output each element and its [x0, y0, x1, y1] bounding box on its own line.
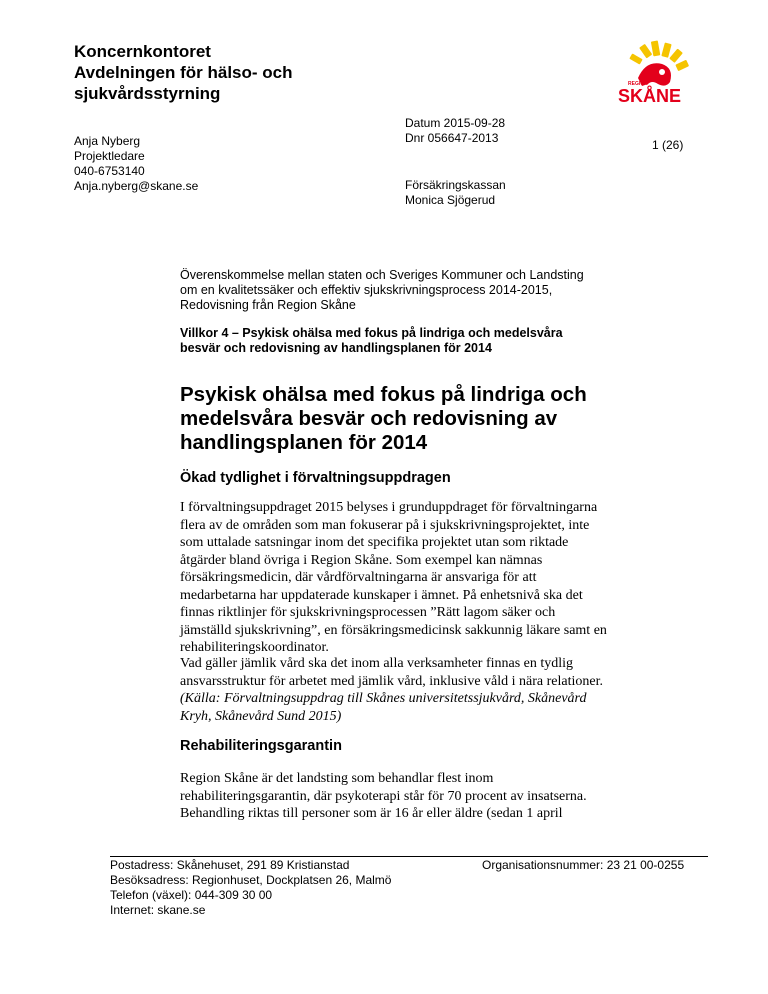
paragraph-rehabiliteringsgarantin — [180, 770, 700, 823]
org-line: Koncernkontoret — [74, 42, 211, 61]
footer-org-number: Organisationsnummer: 23 21 00-0255 — [482, 858, 685, 872]
org-line: sjukvårdsstyrning — [74, 84, 221, 103]
footer-visit-address: Besöksadress: Regionhuset, Dockplatsen 26, Malmö — [110, 873, 392, 887]
condition-line: besvär och redovisning av handlingsplanen för 2014 — [180, 341, 492, 355]
text-line: Behandling riktas till personer som är 16 år eller äldre (sedan 1 april — [180, 806, 563, 821]
footer-postal-address: Postadress: Skånehuset, 291 89 Kristianstad — [110, 858, 350, 872]
text-line: som uttalade satsningar inom det specifika projektet utan som riktade — [180, 535, 569, 550]
document-date: Datum 2015-09-28 — [405, 116, 506, 130]
recipient-name: Monica Sjögerud — [405, 193, 496, 207]
sender-role: Projektledare — [74, 149, 145, 163]
text-line: jämställd sjukskrivning”, en försäkringsmedicinsk sakkunnig läkare samt en — [180, 622, 607, 638]
paragraph-jamlik-vard — [180, 655, 700, 725]
subject-line: Överenskommelse mellan staten och Sveriges Kommuner och Landsting — [180, 268, 584, 282]
sender-info — [74, 134, 198, 194]
section-heading-rehabiliteringsgarantin: Rehabiliteringsgarantin — [180, 738, 342, 754]
title-line: Psykisk ohälsa med fokus på lindriga och — [180, 383, 587, 406]
paragraph-forvaltningsuppdrag — [180, 499, 700, 657]
text-line: I förvaltningsuppdraget 2015 belyses i grunduppdraget för förvaltningarna — [180, 500, 598, 515]
condition-line: Villkor 4 – Psykisk ohälsa med fokus på lindriga och medelsvåra — [180, 326, 563, 340]
region-skane-logo — [608, 38, 704, 106]
document-meta — [405, 116, 505, 146]
footer-divider — [110, 856, 708, 857]
text-line: åtgärder bland övriga i Region Skåne. Som exempel kan nämnas — [180, 552, 543, 568]
text-line: rehabiliteringskoordinator. — [180, 640, 329, 655]
text-line: Region Skåne är det landsting som behandlar flest inom — [180, 771, 494, 786]
page-number: 1 (26) — [652, 138, 684, 152]
sender-phone: 040-6753140 — [74, 164, 145, 178]
source-citation: (Källa: Förvaltningsuppdrag till Skånes universitetssjukvård, Skånevård — [180, 691, 587, 706]
logo-small-text: REGION — [628, 81, 648, 87]
title-line: handlingsplanen för 2014 — [180, 431, 428, 454]
source-citation: Kryh, Skånevård Sund 2015) — [180, 708, 342, 724]
logo-big-text: SKÅNE — [618, 86, 682, 106]
org-line: Avdelningen för hälso- och — [74, 63, 293, 82]
text-line: försäkringsmedicin, där vårdförvaltningarna är ansvariga för att — [180, 570, 537, 585]
page-title — [180, 383, 700, 455]
condition-heading — [180, 326, 680, 356]
recipient-info — [405, 178, 506, 208]
subject-line: Redovisning från Region Skåne — [180, 298, 356, 312]
text-line: ansvarsstruktur för arbetet med jämlik vård, inklusive våld i nära relationer. — [180, 673, 603, 689]
recipient-org: Försäkringskassan — [405, 178, 506, 192]
text-line: flera av de områden som man fokuserar på i sjukskrivningsprojektet, inte — [180, 517, 590, 533]
footer-phone: Telefon (växel): 044-309 30 00 — [110, 888, 273, 902]
text-line: rehabiliteringsgarantin, där psykoterapi står för 70 procent av insatserna. — [180, 788, 587, 804]
footer-address — [110, 858, 391, 918]
sender-email[interactable]: Anja.nyberg@skane.se — [74, 179, 199, 193]
text-line: finnas riktlinjer för sjukskrivningsprocessen ”Rätt lagom säker och — [180, 605, 556, 620]
text-line: medarbetarna har uppdaterade kunskaper i ämnet. På enhetsnivå ska det — [180, 587, 583, 603]
sender-name: Anja Nyberg — [74, 134, 141, 148]
document-subject — [180, 268, 680, 313]
document-dnr: Dnr 056647-2013 — [405, 131, 499, 145]
section-heading-forvaltningsuppdrag: Ökad tydlighet i förvaltningsuppdragen — [180, 470, 451, 486]
title-line: medelsvåra besvär och redovisning av — [180, 407, 558, 430]
footer-website[interactable]: Internet: skane.se — [110, 903, 206, 917]
organisation-name — [74, 41, 293, 104]
subject-line: om en kvalitetssäker och effektiv sjukskrivningsprocess 2014-2015, — [180, 283, 553, 297]
text-line: Vad gäller jämlik vård ska det inom alla verksamheter finnas en tydlig — [180, 656, 574, 671]
